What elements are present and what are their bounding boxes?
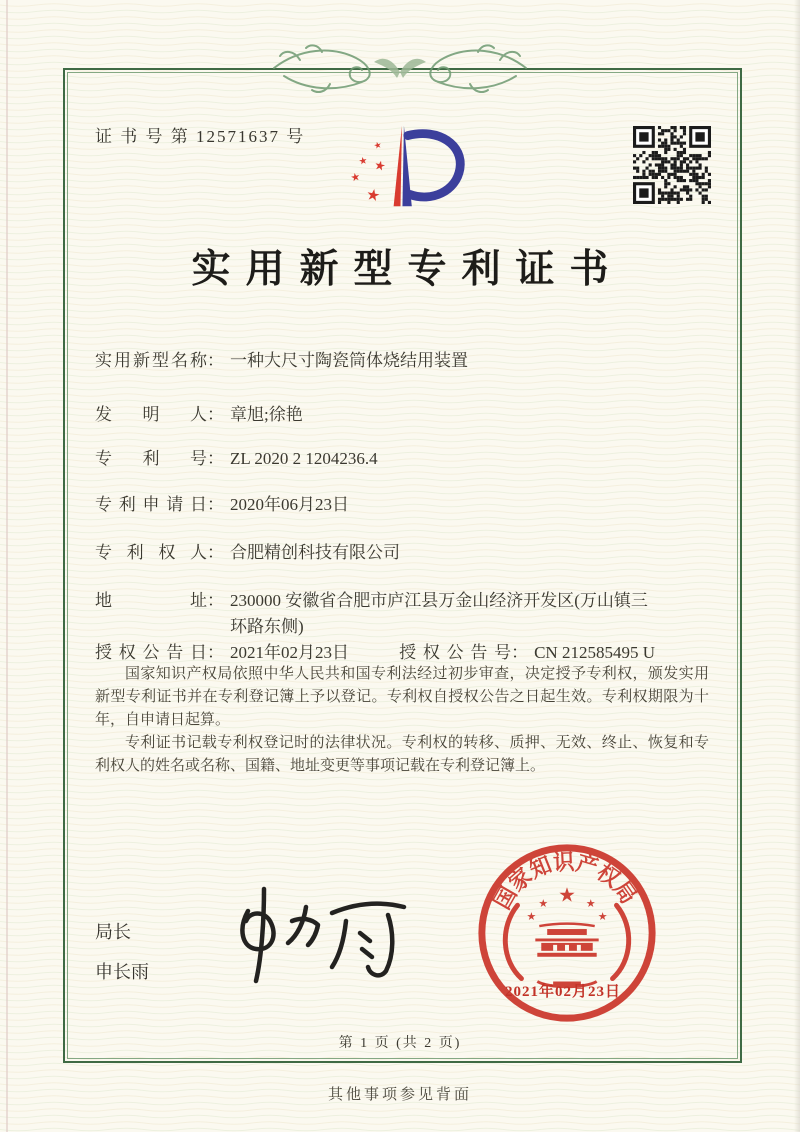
certificate-fields	[95, 348, 655, 666]
field-value-inventor: 章旭;徐艳	[230, 405, 303, 424]
svg-text:★: ★	[364, 184, 382, 206]
scan-edge-right	[794, 0, 800, 1132]
colon: ：	[207, 643, 224, 662]
field-value-patentee: 合肥精创科技有限公司	[230, 543, 400, 562]
legal-text	[95, 663, 709, 778]
svg-text:★: ★	[558, 883, 576, 907]
svg-text:★: ★	[597, 910, 608, 924]
field-row-inventor	[95, 402, 655, 428]
handwritten-signature	[220, 876, 415, 998]
signer-name: 申长雨	[95, 962, 149, 982]
colon: ：	[207, 405, 224, 424]
field-row-name	[95, 348, 655, 374]
qr-code	[633, 126, 711, 204]
field-row-filing-date	[95, 492, 655, 518]
field-label-grant-date: 授权公告日	[95, 643, 207, 662]
seal-text: 国家知识产权局	[489, 849, 643, 914]
field-value-address: 230000 安徽省合肥市庐江县万金山经济开发区(万山镇三环路东侧)	[230, 591, 648, 636]
field-label-patentee: 专利权人	[95, 543, 207, 562]
scan-edge-left	[6, 0, 8, 1132]
back-side-note: 其他事项参见背面	[327, 1087, 472, 1103]
svg-text:★: ★	[372, 157, 388, 175]
top-flourish-ornament	[270, 38, 530, 102]
field-value-grant-no: CN 212585495 U	[534, 643, 655, 662]
field-row-address	[95, 588, 655, 640]
field-label-name: 实用新型名称	[95, 351, 207, 370]
national-emblem	[505, 883, 628, 986]
field-value-patent-no: ZL 2020 2 1204236.4	[230, 449, 378, 468]
legal-paragraph-1: 国家知识产权局依照中华人民共和国专利法经过初步审查，决定授予专利权，颁发实用新型专利证书并在专利登记簿上予以登记。专利权自授权公告之日起生效。专利权期限为十年，自申请日起算。	[95, 666, 709, 728]
legal-paragraph-2: 专利证书记载专利权登记时的法律状况。专利权的转移、质押、无效、终止、恢复和专利权人的姓名或名称、国籍、地址变更等事项记载在专利登记簿上。	[95, 735, 709, 774]
colon: ：	[207, 495, 224, 514]
field-label-patent-no: 专利号	[95, 449, 207, 468]
svg-text:★: ★	[372, 140, 384, 153]
page-number: 第 1 页 (共 2 页)	[338, 1036, 462, 1051]
certificate-number: 证 书 号 第 12571637 号	[95, 127, 306, 146]
svg-text:★: ★	[585, 897, 596, 911]
official-seal	[468, 834, 666, 1032]
svg-text:★: ★	[538, 897, 549, 911]
field-label-grant-no: 授权公告号	[399, 643, 512, 662]
field-label-filing-date: 专利申请日	[95, 495, 207, 514]
signer-title: 局长	[95, 922, 131, 942]
field-label-inventor: 发明人	[95, 405, 207, 424]
svg-text:★: ★	[526, 910, 537, 924]
colon: ：	[207, 449, 224, 468]
signer-block	[95, 918, 149, 984]
field-value-filing-date: 2020年06月23日	[230, 495, 349, 514]
seal-date: 2021年02月23日	[504, 984, 621, 1000]
cnipa-logo-icon	[320, 110, 480, 218]
svg-text:★: ★	[349, 169, 362, 185]
colon: ：	[207, 543, 224, 562]
field-row-patent-no	[95, 446, 655, 472]
certificate-title: 实用新型专利证书	[191, 248, 624, 291]
colon: ：	[207, 591, 224, 610]
colon: ：	[207, 351, 224, 370]
field-value-name: 一种大尺寸陶瓷筒体烧结用装置	[230, 351, 468, 370]
field-label-address: 地址	[95, 591, 207, 610]
field-value-grant-date: 2021年02月23日	[230, 643, 349, 662]
colon: ：	[511, 643, 529, 662]
svg-text:★: ★	[357, 155, 369, 168]
field-row-patentee	[95, 540, 655, 566]
